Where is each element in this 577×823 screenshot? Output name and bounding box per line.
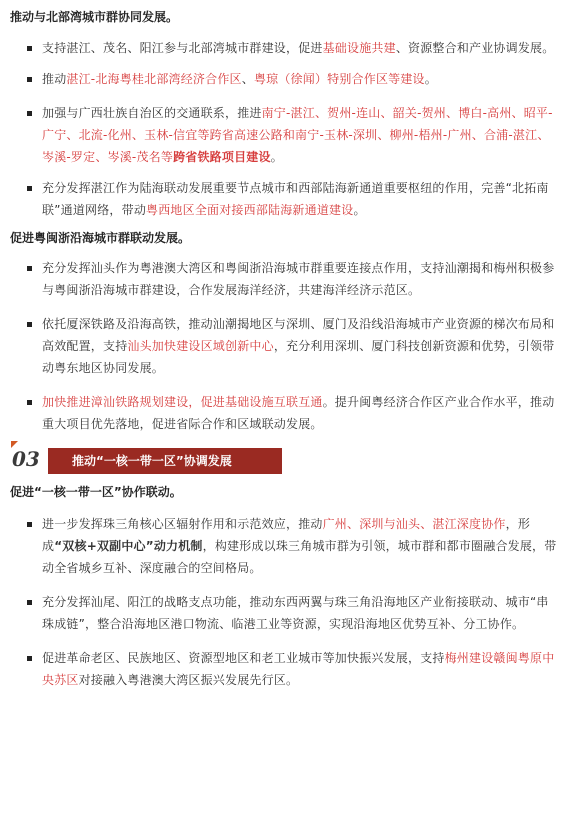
bullet-icon (27, 266, 32, 271)
bullet-icon (27, 600, 32, 605)
bullet-icon (27, 522, 32, 527)
list-item: 推动湛江-北海粤桂北部湾经济合作区、粤琼（徐闻）特别合作区等建设。 (8, 68, 569, 90)
bullet-icon (27, 186, 32, 191)
heading-coastal-cities: 促进粤闽浙沿海城市群联动发展。 (10, 231, 191, 245)
section-number: 03 (12, 447, 40, 471)
list-item: 促进革命老区、民族地区、资源型地区和老工业城市等加快振兴发展，支持梅州建设赣闽粤原中央苏区对接融入粤港澳大湾区振兴发展先行区。 (8, 647, 569, 691)
list-item: 充分发挥汕头作为粤港澳大湾区和粤闽浙沿海城市群重要连接点作用，支持汕潮揭和梅州积极参与粤闽浙沿海城市群建设，合作发展海洋经济，共建海洋经济示范区。 (8, 257, 569, 301)
bullet-icon (27, 111, 32, 116)
bullet-icon (27, 322, 32, 327)
section-header-03 (8, 441, 569, 477)
list-item: 支持湛江、茂名、阳江参与北部湾城市群建设，促进基础设施共建、资源整合和产业协调发展。 (8, 37, 569, 59)
list-item: 依托厦深铁路及沿海高铁，推动汕潮揭地区与深圳、厦门及沿线沿海城市产业资源的梯次布局和高效配置，支持汕头加快建设区域创新中心，充分利用深圳、厦门科技创新资源和优势，引领带动粤东地区协同发展。 (8, 313, 569, 379)
list-item: 充分发挥汕尾、阳江的战略支点功能，推动东西两翼与珠三角沿海地区产业衔接联动、城市“串珠成链”，整合沿海地区港口物流、临港工业等资源，实现沿海地区优势互补、分工协作。 (8, 591, 569, 635)
list-item: 充分发挥湛江作为陆海联动发展重要节点城市和西部陆海新通道重要枢纽的作用，完善“北拓南联”通道网络，带动粤西地区全面对接西部陆海新通道建设。 (8, 177, 569, 221)
section-title: 推动“一核一带一区”协调发展 (56, 448, 282, 474)
heading-core-belt-zone: 促进“一核一带一区”协作联动。 (10, 485, 182, 499)
heading-beibu-gulf: 推动与北部湾城市群协同发展。 (10, 10, 179, 24)
list-item: 进一步发挥珠三角核心区辐射作用和示范效应，推动广州、深圳与汕头、湛江深度协作，形成“双核+双副中心”动力机制，构建形成以珠三角城市群为引领，城市群和都市圈融合发展，带动全省城乡互补、深度融合的空间格局。 (8, 513, 569, 579)
bullet-icon (27, 77, 32, 82)
bullet-icon (27, 400, 32, 405)
list-item: 加快推进漳汕铁路规划建设，促进基础设施互联互通。提升闽粤经济合作区产业合作水平，推动重大项目优先落地，促进省际合作和区域联动发展。 (8, 391, 569, 435)
list-item: 加强与广西壮族自治区的交通联系，推进南宁-湛江、贺州-连山、韶关-贺州、博白-高州、昭平-广宁、北流-化州、玉林-信宜等跨省高速公路和南宁-玉林-深圳、柳州-梧州-广州、合浦-湛江、岑溪-罗定、岑溪-茂名等跨省铁路项目建设。 (8, 102, 569, 168)
bullet-icon (27, 656, 32, 661)
bullet-icon (27, 46, 32, 51)
